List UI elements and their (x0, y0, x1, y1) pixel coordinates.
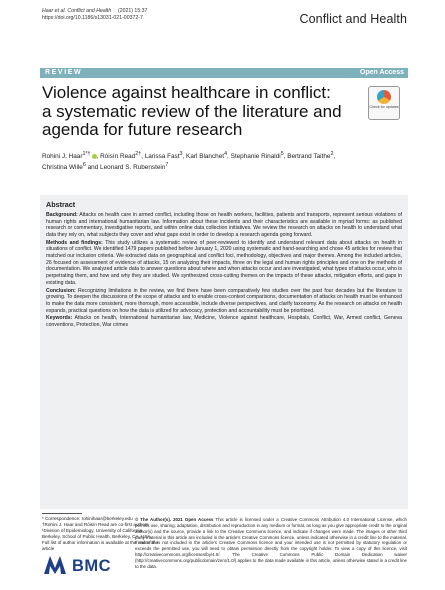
footnote-divider (42, 513, 82, 514)
keywords-label: Keywords: (46, 315, 73, 322)
background-text: Attacks on health care in armed conflict, including those on health workers, facilities, patients and transports, represent serious violations of human rights and international humanitarian law. Information about these incidents and their characteristics are available in myriad forms: as published research or commentary, investigative reports, and within online data collection initiatives. We review the research on attacks on health to understand what data they rely on, what subjects they cover and what gaps exist in order to develop a research agenda going forward. (46, 212, 402, 238)
article-type-label: REVIEW (45, 69, 83, 76)
author-name: Christina Wille (42, 164, 83, 172)
full-list-note: Full list of author information is available at the end of the article (42, 540, 159, 551)
author-affil: 1*† (82, 151, 91, 157)
author-affil: 2† (135, 151, 142, 157)
author-name: and Leonard S. Rubenstein (85, 164, 166, 172)
license-body: This article is licensed under a Creative Commons Attribution 4.0 International License, which permits use, sharing, adaptation, distribution and reproduction in any medium or format, as long as you give appropriate credit to the original author(s) and the source, provide a link to the Creative Commons licence, and indicate if changes were made. The images or other third party material in this article are included in the article's Creative Commons licence, unless indicated otherwise in a credit line to the material. If material is not included in the article's Creative Commons licence and your intended use is not permitted by statutory regulation or exceeds the permitted use, you will need to obtain permission directly from the copyright holder. To view a copy of this licence, visit http://creativecommons.org/licenses/by/4.0/. The Creative Commons Public Domain Dedication waiver (http://creativecommons.org/publicdomain/zero/1.0/) applies to the data made available in this article, unless otherwise stated in a credit line to the data. (135, 517, 407, 569)
abstract-conclusion (46, 288, 402, 315)
article-type-band (40, 68, 408, 78)
journal-name: Conflict and Health (299, 12, 407, 26)
conclusion-text: Recognizing limitations in the review, we find there have been comparatively few studies over the past four decades but the literature is growing. To deepen the discussions of the scope of attacks and to enable cross-context comparisons, documentation of attacks on health must be enhanced to make the data more consistent, more thorough, more accessible, include diverse perspectives, and clarify taxonomy. As the research on attacks on health expands, practical questions on how the data is utilized for advocacy, protection and accountability must be prioritized. (46, 287, 402, 314)
author-separator: , (333, 153, 336, 161)
author-name: , Bertrand Taithe (283, 153, 331, 161)
publisher-name: BMC (72, 557, 112, 575)
open-access-label: Open Access (359, 69, 404, 76)
author-affil: 7 (165, 162, 169, 169)
open-access-tag: Open Access (184, 517, 214, 522)
license-text (135, 517, 407, 570)
abstract-background (46, 212, 402, 239)
affiliation-note: ¹Division of Epidemiology, University of California, Berkeley, School of Public Health, Berkeley, CA, USA (42, 528, 151, 539)
bmc-logo (44, 555, 116, 577)
doi-link[interactable]: https://doi.org/10.1186/s13031-021-00372-7 (42, 15, 143, 21)
equal-contribution-note: †Rohini J. Haar and Róisín Read are co-first authors (42, 522, 149, 527)
copyright-line: © The Author(s). 2021 (135, 517, 183, 522)
author-affil: 3 (179, 151, 183, 157)
background-label: Background: (46, 212, 78, 218)
abstract-box (40, 195, 408, 509)
author-name: Rohini J. Haar (42, 153, 83, 161)
crossmark-icon (377, 90, 391, 104)
author-affil: 2 (330, 151, 334, 157)
author-list (42, 150, 387, 172)
author-name: , Larissa Fast (141, 153, 180, 161)
author-affil: 5 (280, 151, 284, 157)
abstract-methods (46, 240, 402, 287)
correspondence-note[interactable]: * Correspondence: rohinihaar@berkeley.edu (42, 516, 133, 521)
author-affil: 4 (224, 151, 228, 157)
citation-line: Haar et al. Conflict and Health (42, 8, 112, 14)
methods-label: Methods and findings: (46, 239, 103, 246)
author-name: , Róisín Read (96, 153, 136, 161)
methods-text: This study utilizes a systematic review of peer-reviewed to identify and understand relevant data about attacks on health in situations of conflict. We identified 1479 papers published before January 1, 2020 using systematic and hand-searching and chose 45 articles for review that matched our inclusion criteria. We extracted data on geographical and conflict foci, methodology, objectives and major themes. Among the included articles, 26 focused on assessment of evidence of attacks, 15 on analyzing their impacts, three on the legal and human rights principles and one on the methods of documentation. We analyzed article data to answer questions about where and when attacks occur and are investigated, what types of attacks occur, who is perpetrating them, and how and why they are studied. We synthesized cross-cutting themes on the impacts of these attacks, mitigation efforts, and gaps in existing data. (46, 239, 403, 286)
author-name: , Karl Blanchet (182, 153, 225, 161)
article-title: Violence against healthcare in conflict: a systematic review of the literature and agenda for future research (42, 83, 342, 139)
abstract-body (46, 212, 402, 330)
check-for-updates-label: Check for updates (369, 105, 399, 109)
keywords-text: Attacks on health, International humanitarian law, Medicine, Violence against healthcare, Hospitals, Conflict, War, Armed conflict, Geneva conventions, Protection, War crimes (46, 315, 402, 329)
author-affil: 6 (82, 162, 86, 169)
abstract-heading: Abstract (46, 200, 76, 209)
volume-pages: (2021) 15:37 (118, 8, 148, 14)
abstract-keywords (46, 315, 402, 328)
author-name: , Stephanie Rinaldi (227, 153, 281, 161)
conclusion-label: Conclusion: (46, 287, 76, 294)
bmc-logo-icon (44, 556, 66, 574)
check-for-updates-badge[interactable] (368, 86, 400, 120)
